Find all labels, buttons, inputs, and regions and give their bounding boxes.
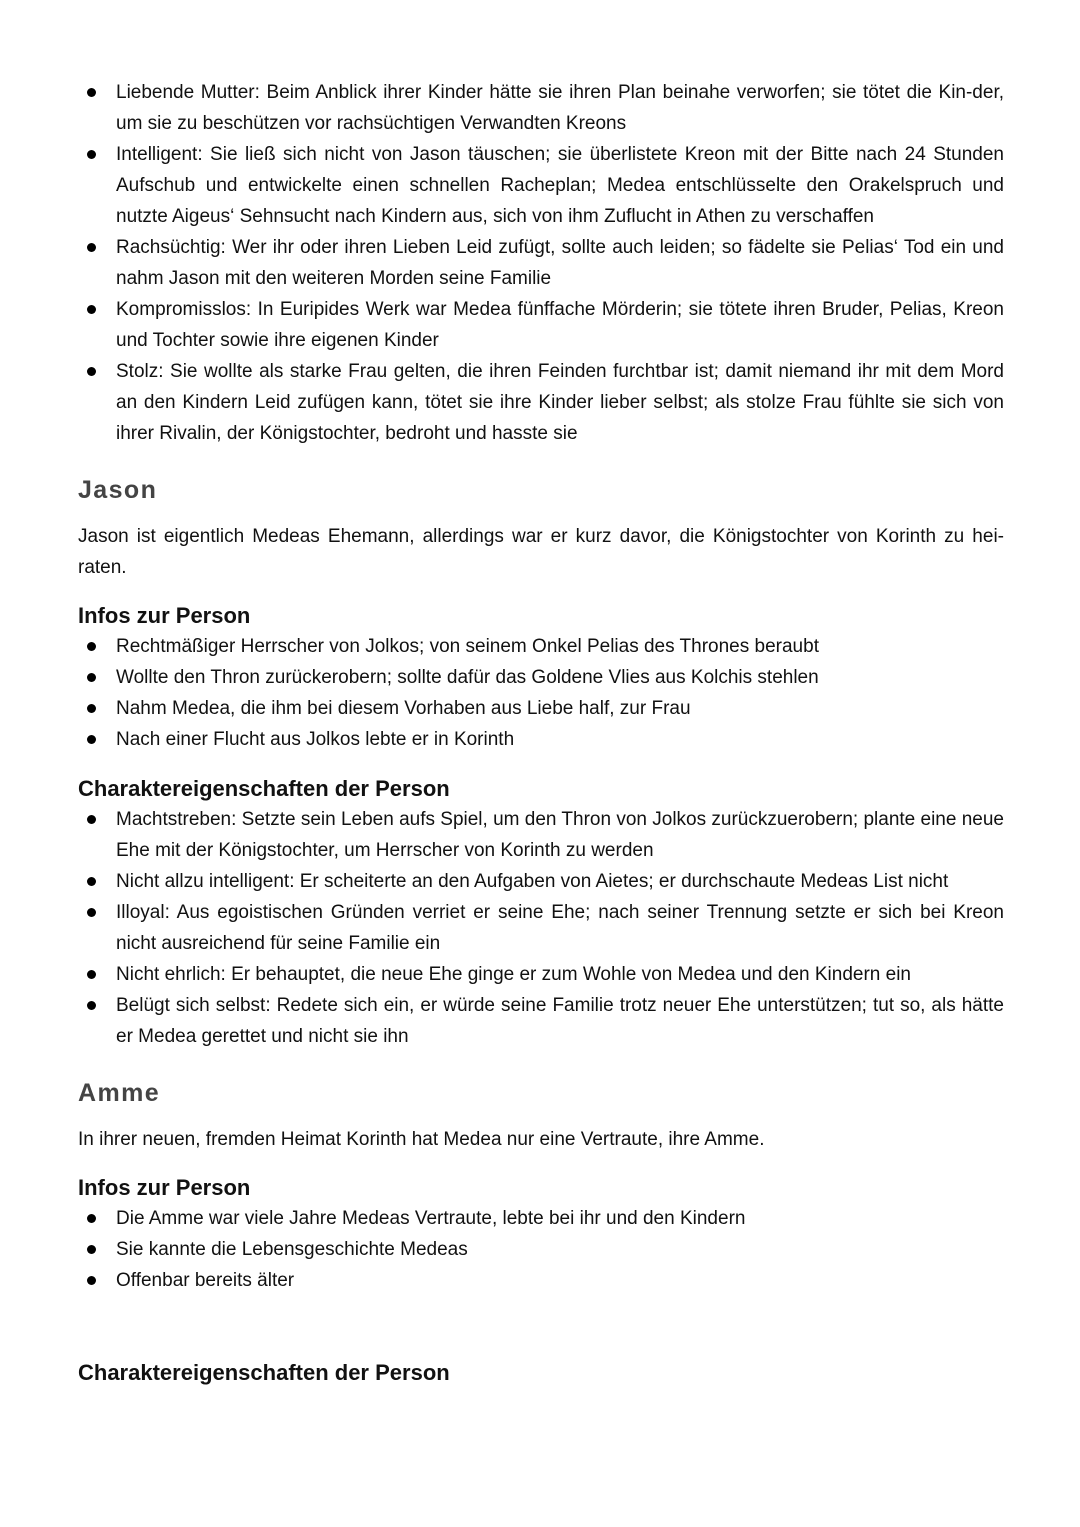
amme-infos-heading: Infos zur Person <box>78 1175 251 1200</box>
list-item: Illoyal: Aus egoistischen Gründen verriet er seine Ehe; nach seiner Trennung setzte er sich bei Kreon nicht ausreichend für seine Familie ein <box>78 897 1004 959</box>
jason-intro: Jason ist eigentlich Medeas Ehemann, allerdings war er kurz davor, die Königstochter von Korinth zu hei-raten. <box>78 526 1004 578</box>
list-item: Intelligent: Sie ließ sich nicht von Jason täuschen; sie überlistete Kreon mit der Bitte nach 24 Stunden Aufschub und entwickelte einen schnellen Racheplan; Medea entschlüsselte den Orakelspruch und nutzte Aigeus‘ Sehnsucht nach Kindern aus, sich von ihm Zuflucht in Athen zu verschaffen <box>78 139 1004 232</box>
list-item: Nicht allzu intelligent: Er scheiterte an den Aufgaben von Aietes; er durchschaute Medeas List nicht <box>78 866 1004 897</box>
jason-traits-list <box>78 804 1004 1052</box>
list-item: Nicht ehrlich: Er behauptet, die neue Ehe ginge er zum Wohle von Medea und den Kindern ein <box>78 959 1004 990</box>
list-item: Kompromisslos: In Euripides Werk war Medea fünffache Mörderin; sie tötete ihren Bruder, Pelias, Kreon und Tochter sowie ihre eigenen Kinder <box>78 294 1004 356</box>
amme-infos-list <box>78 1203 1004 1296</box>
amme-traits-heading: Charaktereigenschaften der Person <box>78 1360 450 1385</box>
list-item: Belügt sich selbst: Redete sich ein, er würde seine Familie trotz neuer Ehe unterstützen; tut so, als hätte er Medea gerettet und nicht sie ihn <box>78 990 1004 1052</box>
list-item: Nahm Medea, die ihm bei diesem Vorhaben aus Liebe half, zur Frau <box>78 693 1004 724</box>
list-item: Machtstreben: Setzte sein Leben aufs Spiel, um den Thron von Jolkos zurückzuerobern; plante eine neue Ehe mit der Königstochter, um Herrscher von Korinth zu werden <box>78 804 1004 866</box>
list-item: Offenbar bereits älter <box>78 1265 1004 1296</box>
list-item: Sie kannte die Lebensgeschichte Medeas <box>78 1234 1004 1265</box>
jason-infos-heading: Infos zur Person <box>78 603 251 628</box>
jason-heading: Jason <box>78 476 158 504</box>
list-item: Liebende Mutter: Beim Anblick ihrer Kinder hätte sie ihren Plan beinahe verworfen; sie tötet die Kin-der, um sie zu beschützen vor rachsüchtigen Verwandten Kreons <box>78 77 1004 139</box>
list-item: Nach einer Flucht aus Jolkos lebte er in Korinth <box>78 724 1004 755</box>
list-item: Wollte den Thron zurückerobern; sollte dafür das Goldene Vlies aus Kolchis stehlen <box>78 662 1004 693</box>
jason-infos-list <box>78 631 1004 755</box>
list-item: Rachsüchtig: Wer ihr oder ihren Lieben Leid zufügt, sollte auch leiden; so fädelte sie Pelias‘ Tod ein und nahm Jason mit den weiteren Morden seine Familie <box>78 232 1004 294</box>
list-item: Die Amme war viele Jahre Medeas Vertraute, lebte bei ihr und den Kindern <box>78 1203 1004 1234</box>
jason-traits-heading: Charaktereigenschaften der Person <box>78 776 450 801</box>
medea-traits-list <box>78 77 1004 449</box>
amme-intro: In ihrer neuen, fremden Heimat Korinth hat Medea nur eine Vertraute, ihre Amme. <box>78 1129 765 1150</box>
list-item: Stolz: Sie wollte als starke Frau gelten, die ihren Feinden furchtbar ist; damit niemand ihr mit dem Mord an den Kindern Leid zufügen kann, tötet sie ihre Kinder lieber selbst; als stolze Frau fühlte sie sich von ihrer Rivalin, der Königstochter, bedroht und hasste sie <box>78 356 1004 449</box>
document-page <box>78 77 1004 1388</box>
amme-heading: Amme <box>78 1079 161 1107</box>
list-item: Rechtmäßiger Herrscher von Jolkos; von seinem Onkel Pelias des Thrones beraubt <box>78 631 1004 662</box>
